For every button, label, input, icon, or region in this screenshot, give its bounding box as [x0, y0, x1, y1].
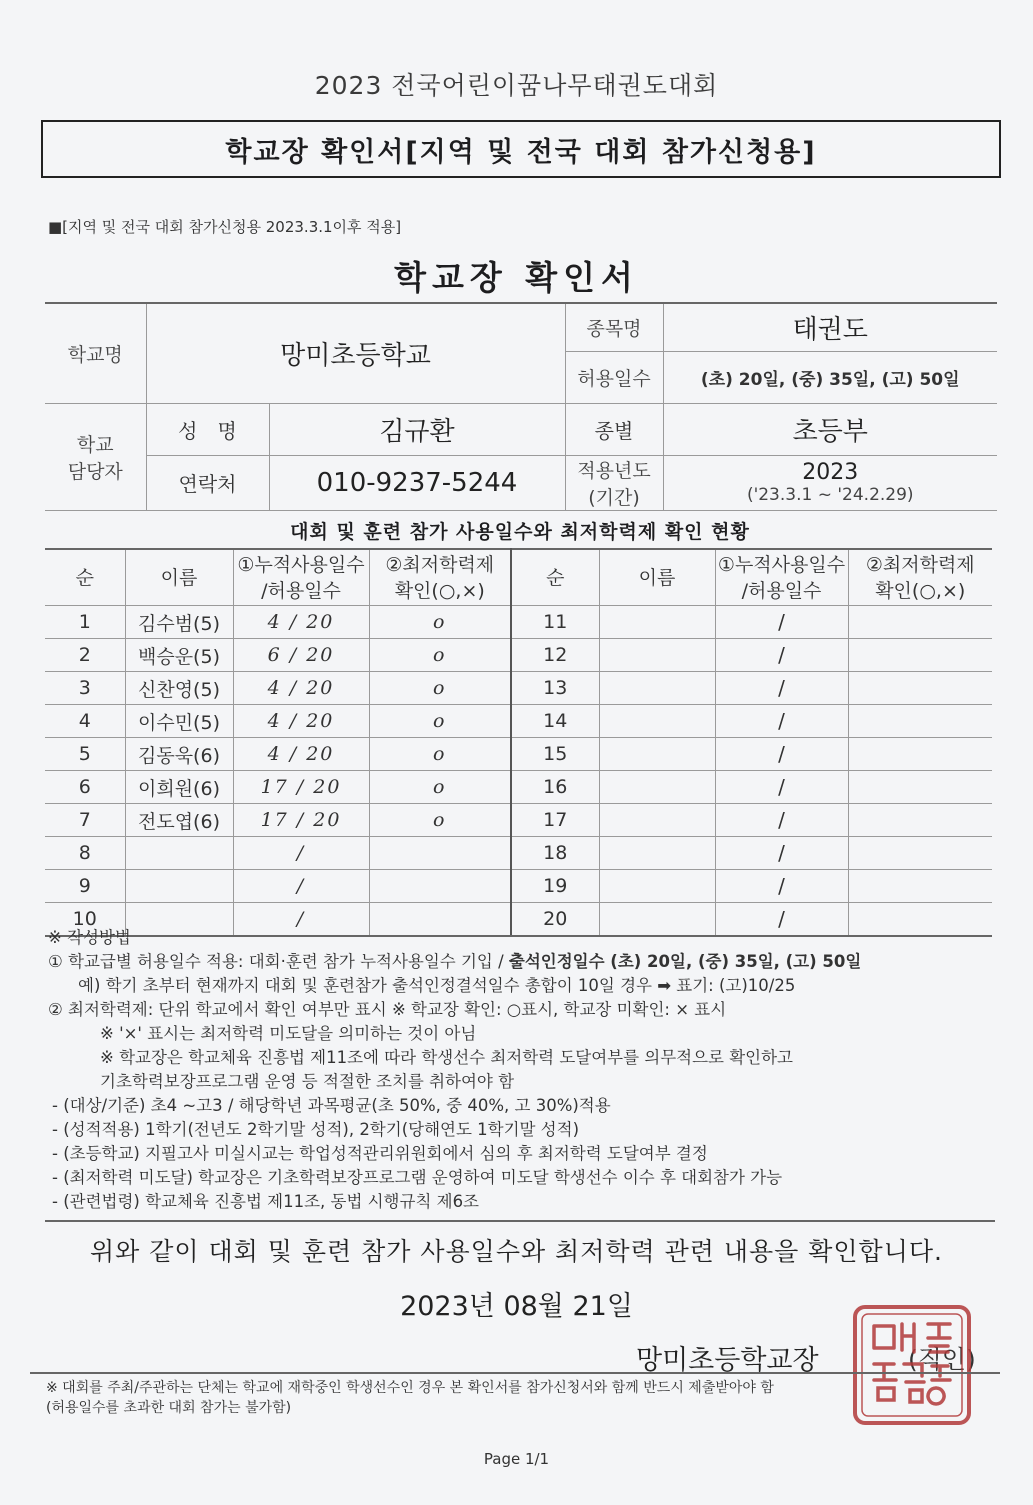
row-number: 1: [45, 606, 125, 639]
table-row: [45, 837, 992, 870]
year-label-line1: 적용년도: [577, 459, 651, 482]
instruction-elementary: - (초등학교) 지필고사 미실시교는 학업성적관리위원회에서 심의 후 최저학력 도달여부 결정: [52, 1144, 708, 1163]
athlete-name: 김동욱(6): [125, 738, 233, 771]
col-days-header-right-line2: /허용일수: [741, 579, 822, 602]
instruction-not-reached: - (최저학력 미도달) 학교장은 기초학력보장프로그램 운영하여 미도달 학생선수 이수 후 대회참가 가능: [52, 1168, 783, 1187]
athlete-name: [599, 606, 715, 639]
athlete-name: 이희원(6): [125, 771, 233, 804]
official-seal-stamp: [850, 1302, 974, 1428]
divider-line: [45, 1220, 995, 1222]
row-number: 9: [45, 870, 125, 903]
table-row: [45, 639, 992, 672]
athlete-name: [125, 870, 233, 903]
row-number: 15: [511, 738, 599, 771]
athlete-name: [599, 771, 715, 804]
school-name: 망미초등학교: [146, 303, 565, 403]
athlete-name: [125, 837, 233, 870]
footnote-line-1: ※ 대회를 주최/주관하는 단체는 학교에 재학중인 학생선수인 경우 본 확인서를 참가신청서와 함께 반드시 제출받아야 함: [46, 1380, 774, 1396]
instruction-1-bold: 출석인정일수 (초) 20일, (중) 35일, (고) 50일: [508, 952, 862, 971]
days-used: /: [715, 837, 848, 870]
col-no-header: 순: [45, 549, 125, 606]
instruction-1-example: 예) 학기 초부터 현재까지 대회 및 훈련참가 출석인정결석일수 총합이 10일 경우 ➡ 표기: (고)10/25: [78, 976, 796, 995]
min-academic-check: [848, 639, 992, 672]
days-used: 6 / 20: [233, 639, 369, 672]
row-number: 19: [511, 870, 599, 903]
footer-divider: [30, 1372, 1000, 1374]
row-number: 6: [45, 771, 125, 804]
manager-label-line2: 담당자: [67, 460, 123, 483]
instruction-target: - (대상/기준) 초4 ~고3 / 해당학년 과목평균(초 50%, 중 40%, 고 30%)적용: [52, 1096, 611, 1115]
table-row: [45, 804, 992, 837]
days-used: 4 / 20: [233, 672, 369, 705]
allowed-days-label: 허용일수: [565, 351, 663, 403]
confirmation-statement: 위와 같이 대회 및 훈련 참가 사용일수와 최저학력 관련 내용을 확인합니다.: [90, 1237, 943, 1266]
days-used: /: [715, 804, 848, 837]
event-title: 2023 전국어린이꿈나무태권도대회: [314, 71, 719, 100]
col-check-header-right-line2: 확인(○,×): [875, 579, 966, 602]
days-used: /: [715, 606, 848, 639]
issue-date: 2023년 08월 21일: [400, 1291, 633, 1322]
days-used: /: [233, 903, 369, 937]
col-name-header: 이름: [125, 549, 233, 606]
col-days-header-line2: /허용일수: [261, 579, 341, 602]
days-used: /: [233, 837, 369, 870]
period: ('23.3.1 ~ '24.2.29): [746, 485, 914, 505]
school-info-table: [45, 302, 997, 511]
application-note: ■[지역 및 전국 대회 참가신청용 2023.3.1이후 적용]: [48, 218, 402, 236]
instruction-1-text: ① 학교급별 허용일수 적용: 대회·훈련 참가 누적사용일수 기입 /: [48, 952, 509, 971]
table-row: [45, 705, 992, 738]
table-row: [45, 672, 992, 705]
days-used: 4 / 20: [233, 705, 369, 738]
athlete-name: [599, 639, 715, 672]
col-days-header: [233, 549, 369, 606]
instruction-2-note-b-cont: 기초학력보장프로그램 운영 등 적절한 조치를 취하여야 함: [100, 1072, 515, 1091]
instructions-title: ※ 작성방법: [48, 928, 131, 947]
athlete-name: [599, 705, 715, 738]
manager-label-line1: 학교: [76, 433, 114, 456]
table-row: [45, 738, 992, 771]
instruction-1: [48, 950, 1008, 974]
contact-value: 010-9237-5244: [269, 455, 565, 510]
footnote-line-2: (허용일수를 초과한 대회 참가는 불가함): [46, 1400, 292, 1416]
min-academic-check: o: [369, 705, 511, 738]
principal-title: 망미초등학교장: [636, 1345, 819, 1376]
stamp-lettering: [874, 1324, 950, 1404]
row-number: 13: [511, 672, 599, 705]
row-number: 12: [511, 639, 599, 672]
days-used: /: [233, 870, 369, 903]
school-name-label: 학교명: [45, 303, 146, 403]
year-label-line2: (기간): [588, 486, 640, 509]
division-label: 종별: [565, 403, 663, 455]
row-number: 3: [45, 672, 125, 705]
min-academic-check: [848, 837, 992, 870]
athlete-name: [599, 837, 715, 870]
min-academic-check: o: [369, 771, 511, 804]
row-number: 20: [511, 903, 599, 937]
row-number: 4: [45, 705, 125, 738]
min-academic-check: [848, 606, 992, 639]
days-used: /: [715, 672, 848, 705]
days-used: /: [715, 870, 848, 903]
instruction-grades: - (성적적용) 1학기(전년도 2학기말 성적), 2학기(당해연도 1학기말 성적): [52, 1120, 580, 1139]
manager-name-label: 성 명: [146, 403, 269, 455]
allowed-days-value: (초) 20일, (중) 35일, (고) 50일: [663, 351, 997, 403]
athlete-name: [599, 804, 715, 837]
row-number: 8: [45, 837, 125, 870]
col-check-header-right-line1: ②최저학력제: [865, 553, 975, 576]
days-used: /: [715, 903, 848, 937]
sport-value: 태권도: [663, 303, 997, 351]
footnote: [46, 1378, 774, 1418]
instruction-2: ② 최저학력제: 단위 학교에서 확인 여부만 표시 ※ 학교장 확인: ○표시, 학교장 미확인: × 표시: [48, 1000, 727, 1019]
days-used: /: [715, 771, 848, 804]
athlete-name: 김수범(5): [125, 606, 233, 639]
min-academic-check: o: [369, 639, 511, 672]
col-no-header-right: 순: [511, 549, 599, 606]
col-check-header-line2: 확인(○,×): [394, 579, 485, 602]
row-number: 17: [511, 804, 599, 837]
row-number: 7: [45, 804, 125, 837]
table-row: [45, 870, 992, 903]
days-used: /: [715, 705, 848, 738]
min-academic-check: [848, 672, 992, 705]
status-table-title: 대회 및 훈련 참가 사용일수와 최저학력제 확인 현황: [290, 521, 750, 543]
row-number: 10: [45, 903, 125, 937]
col-check-header-right: [848, 549, 992, 606]
athlete-table-body: [45, 606, 992, 937]
min-academic-check: o: [369, 606, 511, 639]
instruction-2-note-a: ※ '×' 표시는 최저학력 미도달을 의미하는 것이 아님: [100, 1024, 477, 1043]
days-used: /: [715, 639, 848, 672]
manager-label: [45, 403, 146, 510]
min-academic-check: o: [369, 804, 511, 837]
athlete-name: 전도엽(6): [125, 804, 233, 837]
row-number: 2: [45, 639, 125, 672]
col-days-header-right-line1: ①누적사용일수: [717, 553, 846, 576]
row-number: 11: [511, 606, 599, 639]
min-academic-check: [848, 705, 992, 738]
col-check-header: [369, 549, 511, 606]
days-used: 17 / 20: [233, 804, 369, 837]
days-used: 17 / 20: [233, 771, 369, 804]
days-used: /: [715, 738, 848, 771]
instructions: [48, 926, 1008, 1214]
col-days-header-right: [715, 549, 848, 606]
min-academic-check: o: [369, 672, 511, 705]
athlete-name: [599, 870, 715, 903]
min-academic-check: [848, 771, 992, 804]
table-row: [45, 606, 992, 639]
instruction-law: - (관련법령) 학교체육 진흥법 제11조, 동법 시행규칙 제6조: [52, 1192, 479, 1211]
division-value: 초등부: [663, 403, 997, 455]
table-row: [45, 771, 992, 804]
contact-label: 연락처: [146, 455, 269, 510]
row-number: 14: [511, 705, 599, 738]
min-academic-check: [848, 738, 992, 771]
document-heading: 학교장 확인서: [394, 258, 639, 297]
year: 2023: [802, 460, 859, 485]
row-number: 18: [511, 837, 599, 870]
athlete-name: 백승운(5): [125, 639, 233, 672]
col-name-header-right: 이름: [599, 549, 715, 606]
row-number: 5: [45, 738, 125, 771]
seal-note: (직인): [908, 1345, 976, 1374]
athlete-name: [599, 672, 715, 705]
athlete-name: 신찬영(5): [125, 672, 233, 705]
min-academic-check: [848, 804, 992, 837]
row-number: 16: [511, 771, 599, 804]
manager-name: 김규환: [269, 403, 565, 455]
days-used: 4 / 20: [233, 738, 369, 771]
athlete-table: [45, 548, 992, 937]
athlete-name: 이수민(5): [125, 705, 233, 738]
form-title-box: [41, 120, 1001, 178]
year-value: [663, 455, 997, 510]
min-academic-check: [369, 870, 511, 903]
col-days-header-line1: ①누적사용일수: [237, 553, 365, 576]
form-title: 학교장 확인서[지역 및 전국 대회 참가신청용]: [225, 136, 817, 168]
sport-label: 종목명: [565, 303, 663, 351]
days-used: 4 / 20: [233, 606, 369, 639]
year-label: [565, 455, 663, 510]
min-academic-check: o: [369, 738, 511, 771]
athlete-name: [599, 738, 715, 771]
min-academic-check: [848, 870, 992, 903]
min-academic-check: [369, 837, 511, 870]
col-check-header-line1: ②최저학력제: [385, 553, 495, 576]
instruction-2-note-b: ※ 학교장은 학교체육 진흥법 제11조에 따라 학생선수 최저학력 도달여부를 의무적으로 확인하고: [100, 1048, 793, 1067]
page-number: Page 1/1: [483, 1450, 550, 1468]
